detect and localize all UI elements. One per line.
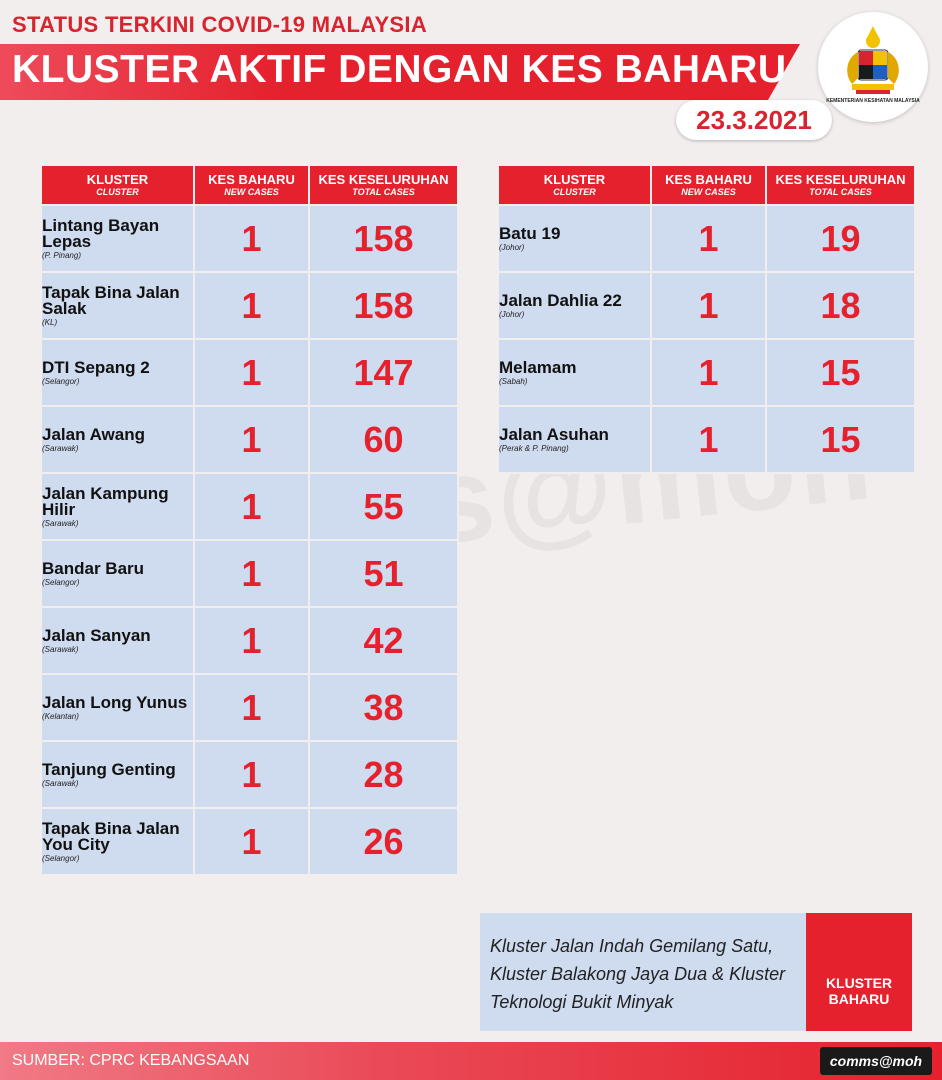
table-row [41, 607, 458, 674]
total-cases-value: 60 [309, 406, 458, 473]
right-cluster-table [497, 164, 916, 474]
total-cases-value: 158 [309, 205, 458, 272]
total-cases-value: 26 [309, 808, 458, 875]
cluster-name: Jalan Asuhan [499, 424, 609, 444]
cluster-cell [41, 406, 194, 473]
social-handle: comms@moh [820, 1047, 932, 1075]
table-header-row [41, 165, 458, 205]
header-new-cases: KES BAHARU NEW CASES [194, 165, 309, 205]
table-row [41, 674, 458, 741]
table-row [498, 205, 915, 272]
cluster-name: Bandar Baru [42, 558, 145, 578]
cluster-name: Jalan Kampung Hilir [42, 483, 169, 519]
cluster-cell [41, 540, 194, 607]
total-cases-value: 42 [309, 607, 458, 674]
cluster-state: (P. Pinang) [42, 250, 81, 260]
total-cases-value: 55 [309, 473, 458, 540]
cluster-state: (Sarawak) [42, 518, 79, 528]
new-cases-value: 1 [194, 339, 309, 406]
total-cases-value: 15 [766, 406, 915, 473]
table-row [498, 272, 915, 339]
cluster-name: Jalan Dahlia 22 [499, 290, 622, 310]
cluster-cell [498, 272, 651, 339]
cluster-state: (Johor) [499, 309, 525, 319]
coat-of-arms-icon [818, 12, 928, 122]
cluster-state: (Sarawak) [42, 644, 79, 654]
table-row [41, 741, 458, 808]
cluster-name: Tanjung Genting [42, 759, 176, 779]
table-row [498, 339, 915, 406]
table-header-row [498, 165, 915, 205]
cluster-state: (Selangor) [42, 376, 80, 386]
header-total-cases: KES KESELURUHAN TOTAL CASES [766, 165, 915, 205]
badge-line-2: BAHARU [828, 991, 890, 1007]
cluster-name: Jalan Awang [42, 424, 145, 444]
new-cluster-badge [806, 913, 912, 1031]
new-cases-value: 1 [651, 339, 766, 406]
new-cluster-badge-text [806, 975, 912, 1007]
new-cases-value: 1 [194, 540, 309, 607]
cluster-cell [498, 205, 651, 272]
cluster-cell [41, 272, 194, 339]
cluster-name: Jalan Long Yunus [42, 692, 188, 712]
cluster-name: Lintang Bayan Lepas [42, 215, 160, 251]
table-row [498, 406, 915, 473]
total-cases-value: 19 [766, 205, 915, 272]
logo-caption: KEMENTERIAN KESIHATAN MALAYSIA [826, 98, 920, 104]
new-cases-value: 1 [194, 406, 309, 473]
cluster-cell [41, 674, 194, 741]
new-clusters-text: Kluster Jalan Indah Gemilang Satu, Kluster Balakong Jaya Dua & Kluster Teknologi Bukit Minyak [490, 936, 786, 1012]
total-cases-value: 51 [309, 540, 458, 607]
table-row [41, 808, 458, 875]
ministry-logo [818, 12, 928, 122]
status-line: STATUS TERKINI COVID-19 MALAYSIA [12, 12, 428, 37]
header-total-cases: KES KESELURUHAN TOTAL CASES [309, 165, 458, 205]
total-cases-value: 158 [309, 272, 458, 339]
table-row [41, 473, 458, 540]
new-cases-value: 1 [651, 205, 766, 272]
left-cluster-table [40, 164, 459, 876]
new-cases-value: 1 [194, 473, 309, 540]
total-cases-value: 38 [309, 674, 458, 741]
cluster-name: DTI Sepang 2 [42, 357, 150, 377]
header-cluster: KLUSTER CLUSTER [498, 165, 651, 205]
new-cases-value: 1 [194, 607, 309, 674]
cluster-name: Batu 19 [499, 223, 561, 243]
total-cases-value: 147 [309, 339, 458, 406]
table-row [41, 339, 458, 406]
source-label: SUMBER: CPRC KEBANGSAAN [12, 1052, 250, 1069]
cluster-state: (Sabah) [499, 376, 528, 386]
cluster-cell [498, 339, 651, 406]
cluster-state: (Sarawak) [42, 778, 79, 788]
table-row [41, 406, 458, 473]
cluster-cell [41, 205, 194, 272]
new-cases-value: 1 [194, 808, 309, 875]
cluster-name: Melamam [499, 357, 577, 377]
new-cases-value: 1 [651, 272, 766, 339]
total-cases-value: 18 [766, 272, 915, 339]
new-cases-value: 1 [194, 205, 309, 272]
cluster-cell [498, 406, 651, 473]
total-cases-value: 15 [766, 339, 915, 406]
cluster-cell [41, 808, 194, 875]
cluster-state: (Selangor) [42, 853, 80, 863]
new-cases-value: 1 [194, 741, 309, 808]
cluster-name: Jalan Sanyan [42, 625, 151, 645]
cluster-state: (Perak & P. Pinang) [499, 443, 569, 453]
table-row [41, 205, 458, 272]
cluster-state: (Selangor) [42, 577, 80, 587]
cluster-state: (Kelantan) [42, 711, 79, 721]
table-row [41, 272, 458, 339]
cluster-name: Tapak Bina Jalan You City [42, 818, 180, 854]
page-title: KLUSTER AKTIF DENGAN KES BAHARU [12, 48, 787, 91]
new-cases-value: 1 [194, 272, 309, 339]
cluster-name: Tapak Bina Jalan Salak [42, 282, 180, 318]
new-cases-value: 1 [194, 674, 309, 741]
cluster-cell [41, 473, 194, 540]
header-new-cases: KES BAHARU NEW CASES [651, 165, 766, 205]
cluster-cell [41, 339, 194, 406]
cluster-cell [41, 607, 194, 674]
total-cases-value: 28 [309, 741, 458, 808]
table-row [41, 540, 458, 607]
cluster-state: (Sarawak) [42, 443, 79, 453]
badge-line-1: KLUSTER [825, 975, 893, 991]
header-cluster: KLUSTER CLUSTER [41, 165, 194, 205]
new-cases-value: 1 [651, 406, 766, 473]
cluster-state: (Johor) [499, 242, 525, 252]
cluster-state: (KL) [42, 317, 58, 327]
date-badge: 23.3.2021 [676, 100, 832, 140]
cluster-cell [41, 741, 194, 808]
